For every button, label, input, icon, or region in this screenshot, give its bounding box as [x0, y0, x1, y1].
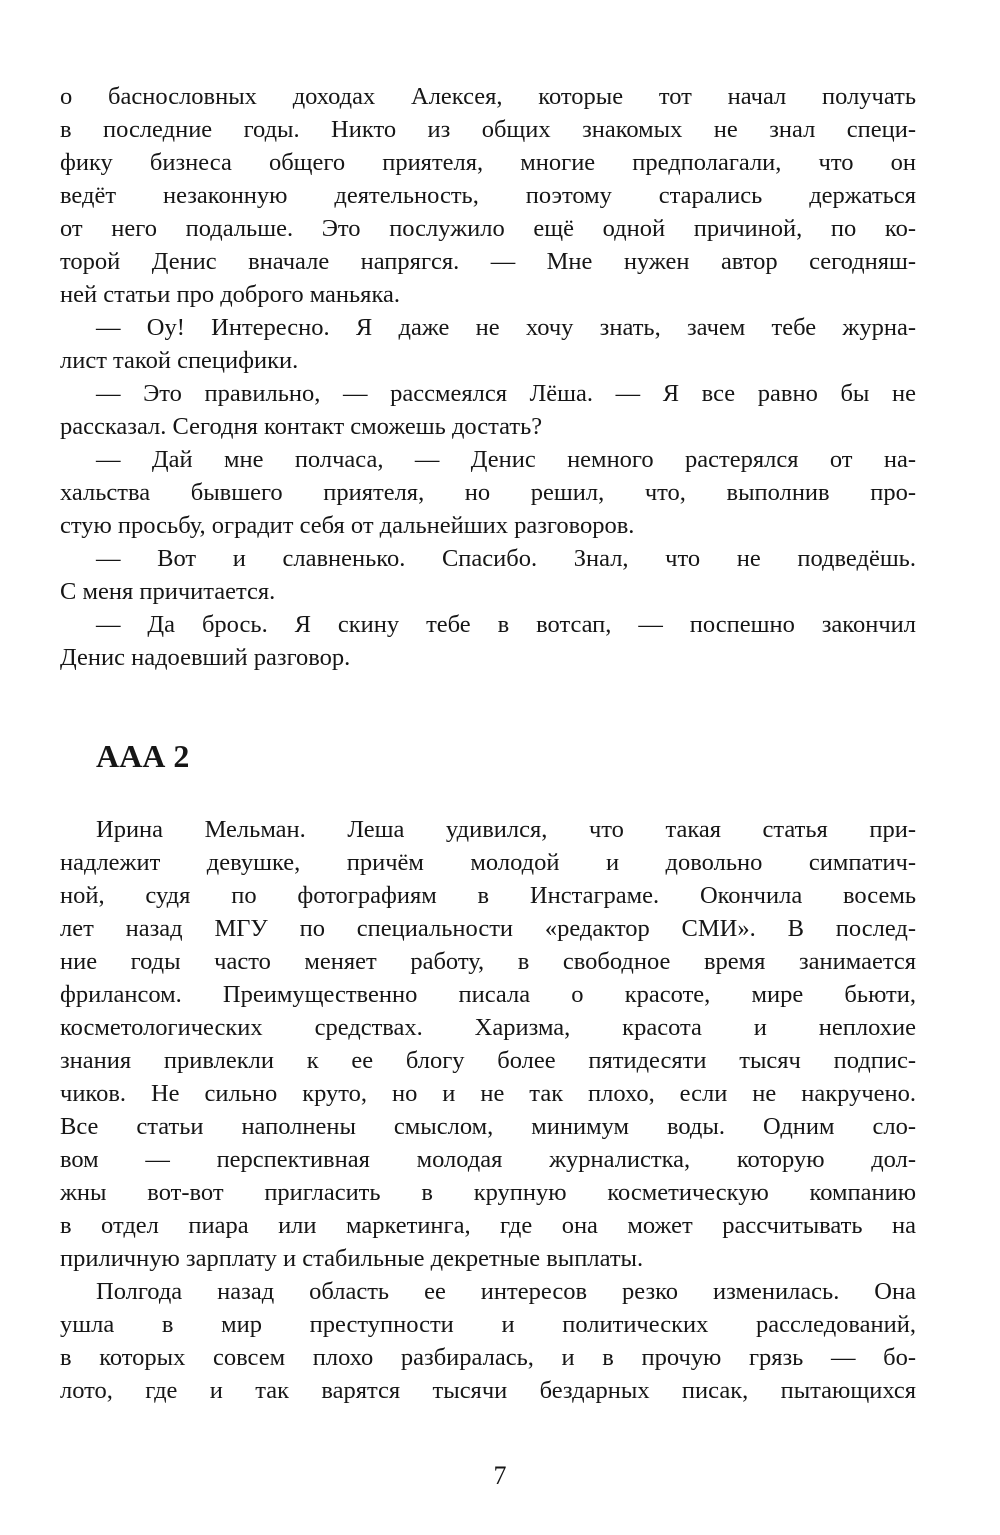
text-line: жны вот-вот пригласить в крупную косметическую компанию — [60, 1179, 916, 1206]
text-line: Полгода назад область ее интересов резко изменилась. Она — [96, 1278, 916, 1305]
text-line: — Дай мне полчаса, — Денис немного растерялся от на- — [96, 446, 916, 473]
text-line: торой Денис вначале напрягся. — Мне нужен автор сегодняш- — [60, 248, 916, 275]
text-line: — Оу! Интересно. Я даже не хочу знать, зачем тебе журна- — [96, 314, 916, 341]
text-line: хальства бывшего приятеля, но решил, что, выполнив про- — [60, 479, 916, 506]
text-line: надлежит девушке, причём молодой и довольно симпатич- — [60, 849, 916, 876]
text-line: знания привлекли к ее блогу более пятидесяти тысяч подпис- — [60, 1047, 916, 1074]
text-line: лист такой специфики. — [60, 347, 299, 374]
text-line: в которых совсем плохо разбиралась, и в прочую грязь — бо- — [60, 1344, 916, 1371]
text-line: стую просьбу, оградит себя от дальнейших разговоров. — [60, 512, 635, 539]
chapter-heading: ААА 2 — [96, 738, 190, 774]
text-line: Ирина Мельман. Леша удивился, что такая статья при- — [96, 816, 916, 843]
text-line: рассказал. Сегодня контакт сможешь достать? — [60, 413, 543, 440]
text-line: фику бизнеса общего приятеля, многие предполагали, что он — [60, 149, 916, 176]
text-line: Все статьи наполнены смыслом, минимум воды. Одним сло- — [60, 1113, 916, 1140]
text-line: — Это правильно, — рассмеялся Лёша. — Я все равно бы не — [96, 380, 916, 407]
text-line: в отдел пиара или маркетинга, где она может рассчитывать на — [60, 1212, 916, 1239]
text-line: приличную зарплату и стабильные декретные выплаты. — [60, 1245, 644, 1272]
text-line: лото, где и так варятся тысячи бездарных писак, пытающихся — [60, 1377, 916, 1404]
text-line: чиков. Не сильно круто, но и не так плохо, если не накручено. — [60, 1080, 916, 1107]
text-line: лет назад МГУ по специальности «редактор СМИ». В послед- — [60, 915, 916, 942]
text-line: косметологических средствах. Харизма, красота и неплохие — [60, 1014, 916, 1041]
page-number: 7 — [493, 1461, 507, 1490]
text-line: ние годы часто меняет работу, в свободное время занимается — [60, 948, 916, 975]
text-line: Денис надоевший разговор. — [60, 644, 351, 671]
text-line: о баснословных доходах Алексея, которые тот начал получать — [60, 83, 916, 110]
text-line: вом — перспективная молодая журналистка, которую дол- — [60, 1146, 916, 1173]
text-line: ней статьи про доброго маньяка. — [60, 281, 400, 308]
text-line: С меня причитается. — [60, 578, 276, 605]
text-block-bottom — [60, 813, 916, 1407]
text-block-top — [60, 80, 916, 674]
text-line: ушла в мир преступности и политических расследований, — [60, 1311, 916, 1338]
text-line: в последние годы. Никто из общих знакомых не знал специ- — [60, 116, 916, 143]
text-line: ной, судя по фотографиям в Инстаграме. Окончила восемь — [60, 882, 916, 909]
text-line: от него подальше. Это послужило ещё одной причиной, по ко- — [60, 215, 916, 242]
text-line: фрилансом. Преимущественно писала о красоте, мире бьюти, — [60, 981, 916, 1008]
text-line: — Вот и славненько. Спасибо. Знал, что не подведёшь. — [96, 545, 916, 572]
text-line: — Да брось. Я скину тебе в вотсап, — поспешно закончил — [96, 611, 916, 638]
text-line: ведёт незаконную деятельность, поэтому старались держаться — [60, 182, 916, 209]
